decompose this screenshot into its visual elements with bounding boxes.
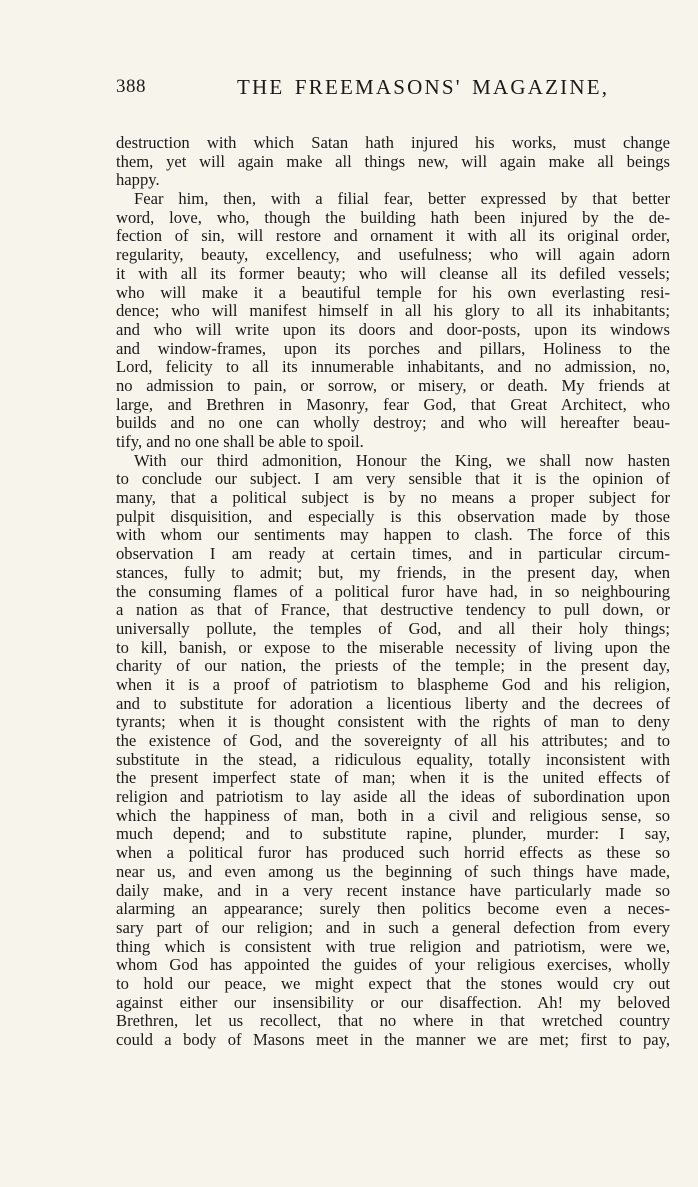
text-line: whom God has appointed the guides of your religious exercises, wholly — [116, 955, 670, 975]
text-line: them, yet will again make all things new, will again make all beings — [116, 151, 670, 171]
text-line: against either our insensibility or our disaffection. Ah! my beloved — [116, 992, 670, 1012]
text-line: stances, fully to admit; but, my friends, in the present day, when — [116, 562, 670, 582]
text-line: fection of sin, will restore and ornament it with all its original order, — [116, 226, 670, 246]
text-line: large, and Brethren in Masonry, fear God, that Great Architect, who — [116, 394, 670, 414]
text-line: observation I am ready at certain times, and in particular circum- — [116, 544, 670, 564]
text-line: Lord, felicity to all its innumerable inhabitants, and no admission, no, — [116, 357, 670, 377]
text-line: destruction with which Satan hath injured his works, must change — [116, 133, 670, 152]
text-line: regularity, beauty, excellency, and usefulness; who will again adorn — [116, 245, 670, 265]
text-line: dence; who will manifest himself in all his glory to all its inhabitants; — [116, 301, 670, 321]
text-line: much depend; and to substitute rapine, plunder, murder: I say, — [116, 824, 670, 844]
text-line: word, love, who, though the building hath been injured by the de- — [116, 207, 670, 227]
page-header — [116, 76, 672, 106]
text-line: near us, and even among us the beginning of such things have made, — [116, 861, 670, 881]
text-line: to conclude our subject. I am very sensible that it is the opinion of — [116, 469, 670, 489]
text-line: substitute in the stead, a ridiculous equality, totally inconsistent with — [116, 749, 670, 769]
text-line: many, that a political subject is by no means a proper subject for — [116, 488, 670, 508]
text-line: daily make, and in a very recent instance have particularly made so — [116, 880, 670, 900]
text-line: to hold our peace, we might expect that the stones would cry out — [116, 973, 670, 993]
text-line: when it is a proof of patriotism to blaspheme God and his religion, — [116, 674, 670, 694]
text-line: when a political furor has produced such horrid effects as these so — [116, 843, 670, 863]
article-body — [116, 134, 670, 1050]
text-line: who will make it a beautiful temple for his own everlasting resi- — [116, 282, 670, 302]
paragraph-start-line: With our third admonition, Honour the King, we shall now hasten — [134, 450, 670, 470]
text-line: and who will write upon its doors and door-posts, upon its windows — [116, 319, 670, 339]
text-line: religion and patriotism to lay aside all the ideas of subordination upon — [116, 787, 670, 807]
text-line: charity of our nation, the priests of the temple; in the present day, — [116, 656, 670, 676]
text-line: Brethren, let us recollect, that no where in that wretched country — [116, 1011, 670, 1031]
text-line: happy. — [116, 170, 160, 190]
page-number: 388 — [116, 76, 146, 97]
text-line: the existence of God, and the sovereignty of all his attributes; and to — [116, 731, 670, 750]
text-line: alarming an appearance; surely then politics become even a neces- — [116, 899, 670, 919]
text-line: pulpit disquisition, and especially is this observation made by those — [116, 506, 670, 526]
text-line: thing which is consistent with true religion and patriotism, were we, — [116, 936, 670, 956]
running-title: THE FREEMASONS' MAGAZINE, — [237, 75, 610, 99]
text-line: builds and no one can wholly destroy; and who will hereafter beau- — [116, 413, 670, 433]
text-line: and window-frames, upon its porches and pillars, Holiness to the — [116, 338, 670, 358]
text-line: tyrants; when it is thought consistent with the rights of man to deny — [116, 712, 670, 732]
text-line: a nation as that of France, that destructive tendency to pull down, or — [116, 600, 670, 620]
text-line: and to substitute for adoration a licentious liberty and the decrees of — [116, 693, 670, 713]
text-line: the consuming flames of a political furor have had, in so neighbouring — [116, 581, 670, 601]
text-line: which the happiness of man, both in a civil and religious sense, so — [116, 805, 670, 825]
text-line: universally pollute, the temples of God, and all their holy things; — [116, 618, 670, 638]
text-line: tify, and no one shall be able to spoil. — [116, 432, 364, 451]
text-line: no admission to pain, or sorrow, or misery, or death. My friends at — [116, 375, 670, 395]
text-line: to kill, banish, or expose to the miserable necessity of living upon the — [116, 637, 670, 657]
paragraph-start-line: Fear him, then, with a filial fear, better expressed by that better — [134, 189, 670, 209]
text-line: the present imperfect state of man; when it is the united effects of — [116, 768, 670, 788]
text-line: with whom our sentiments may happen to clash. The force of this — [116, 525, 670, 545]
text-line: sary part of our religion; and in such a general defection from every — [116, 917, 670, 937]
text-line: could a body of Masons meet in the manner we are met; first to pay, — [116, 1030, 670, 1049]
text-line: it with all its former beauty; who will cleanse all its defiled vessels; — [116, 263, 670, 283]
